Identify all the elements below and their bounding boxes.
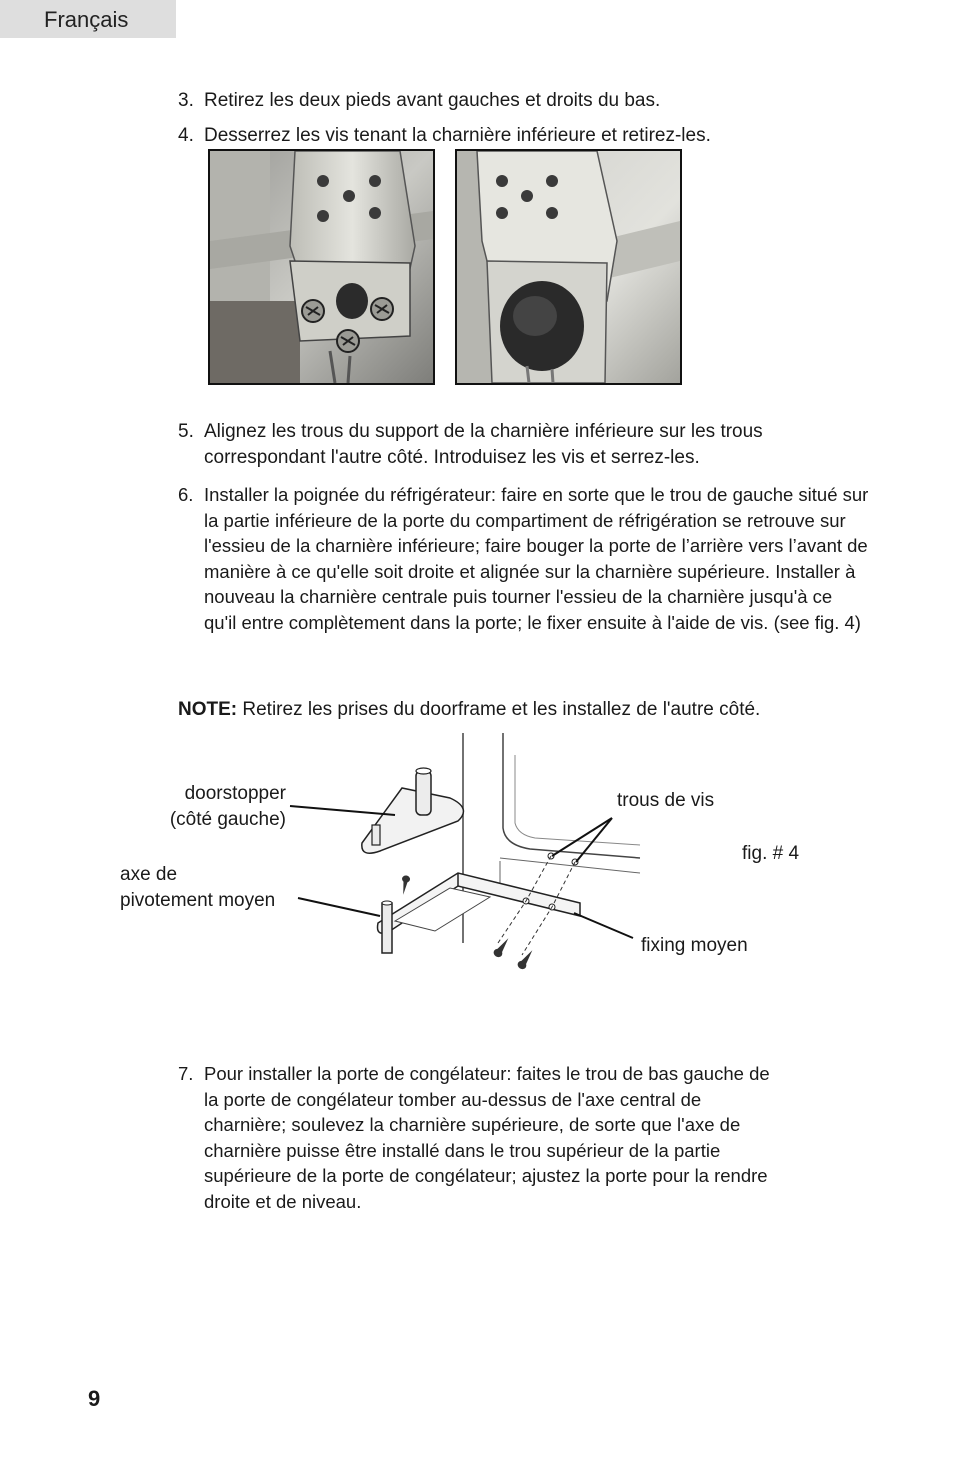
note-label: NOTE: (178, 699, 238, 720)
step-text: Pour installer la porte de congélateur: faites le trou de bas gauche de la porte de congélateur tomber au-dessus de l'axe central de charnière; soulevez la charnière supérieure, de sorte que l'axe de charnière puisse être installé dans le trou supérieur de la partie supérieure de la porte de congélateur; ajustez la porte pour la rendre droite et de niveau. (204, 1063, 770, 1212)
pivot-axis-label (120, 862, 275, 914)
doorstopper-label-line1: doorstopper (184, 783, 286, 804)
step-text: Desserrez les vis tenant la charnière inférieure et retirez-les. (204, 125, 711, 146)
pivot-axis-label-line2: pivotement moyen (120, 890, 276, 911)
fixing-label: fixing moyen (641, 935, 748, 956)
step-number: 6. (178, 484, 194, 505)
step-number: 5. (178, 421, 194, 442)
doorstopper-label-line2: (côté gauche) (169, 809, 286, 830)
step-7 (178, 1061, 878, 1214)
language-tab: Français (0, 0, 176, 38)
page-number: 9 (88, 1386, 101, 1411)
step-text: Alignez les trous du support de la charnière inférieure sur les trous correspondant l'autre côté. Introduisez les vis et serrez-les. (204, 421, 763, 468)
step-number: 3. (178, 90, 194, 111)
step-text: Installer la poignée du réfrigérateur: faire en sorte que le trou de gauche situé sur la partie inférieure de la porte du compartiment de réfrigération se retrouve sur l'essieu de la charnière inférieure; faire bouger la porte de l’arrière vers l’avant de manière à ce qu'elle soit droite et alignée sur la charnière supérieure. Installer à nouveau la charnière centrale puis tourner l'essieu de la charnière jusqu'à ce qu'il entre complètement dans la porte; le fixer ensuite à l'aide de vis. (see fig. 4) (204, 484, 869, 633)
doorstopper-label (140, 781, 286, 833)
step-number: 7. (178, 1063, 194, 1084)
note-text: Retirez les prises du doorframe et les installez de l'autre côté. (242, 699, 761, 720)
figure-number-label: fig. # 4 (742, 843, 800, 864)
step-number: 4. (178, 125, 194, 146)
screw-holes-label: trous de vis (617, 790, 715, 811)
step-text: Retirez les deux pieds avant gauches et droits du bas. (204, 90, 661, 111)
pivot-axis-label-line1: axe de (120, 864, 178, 885)
